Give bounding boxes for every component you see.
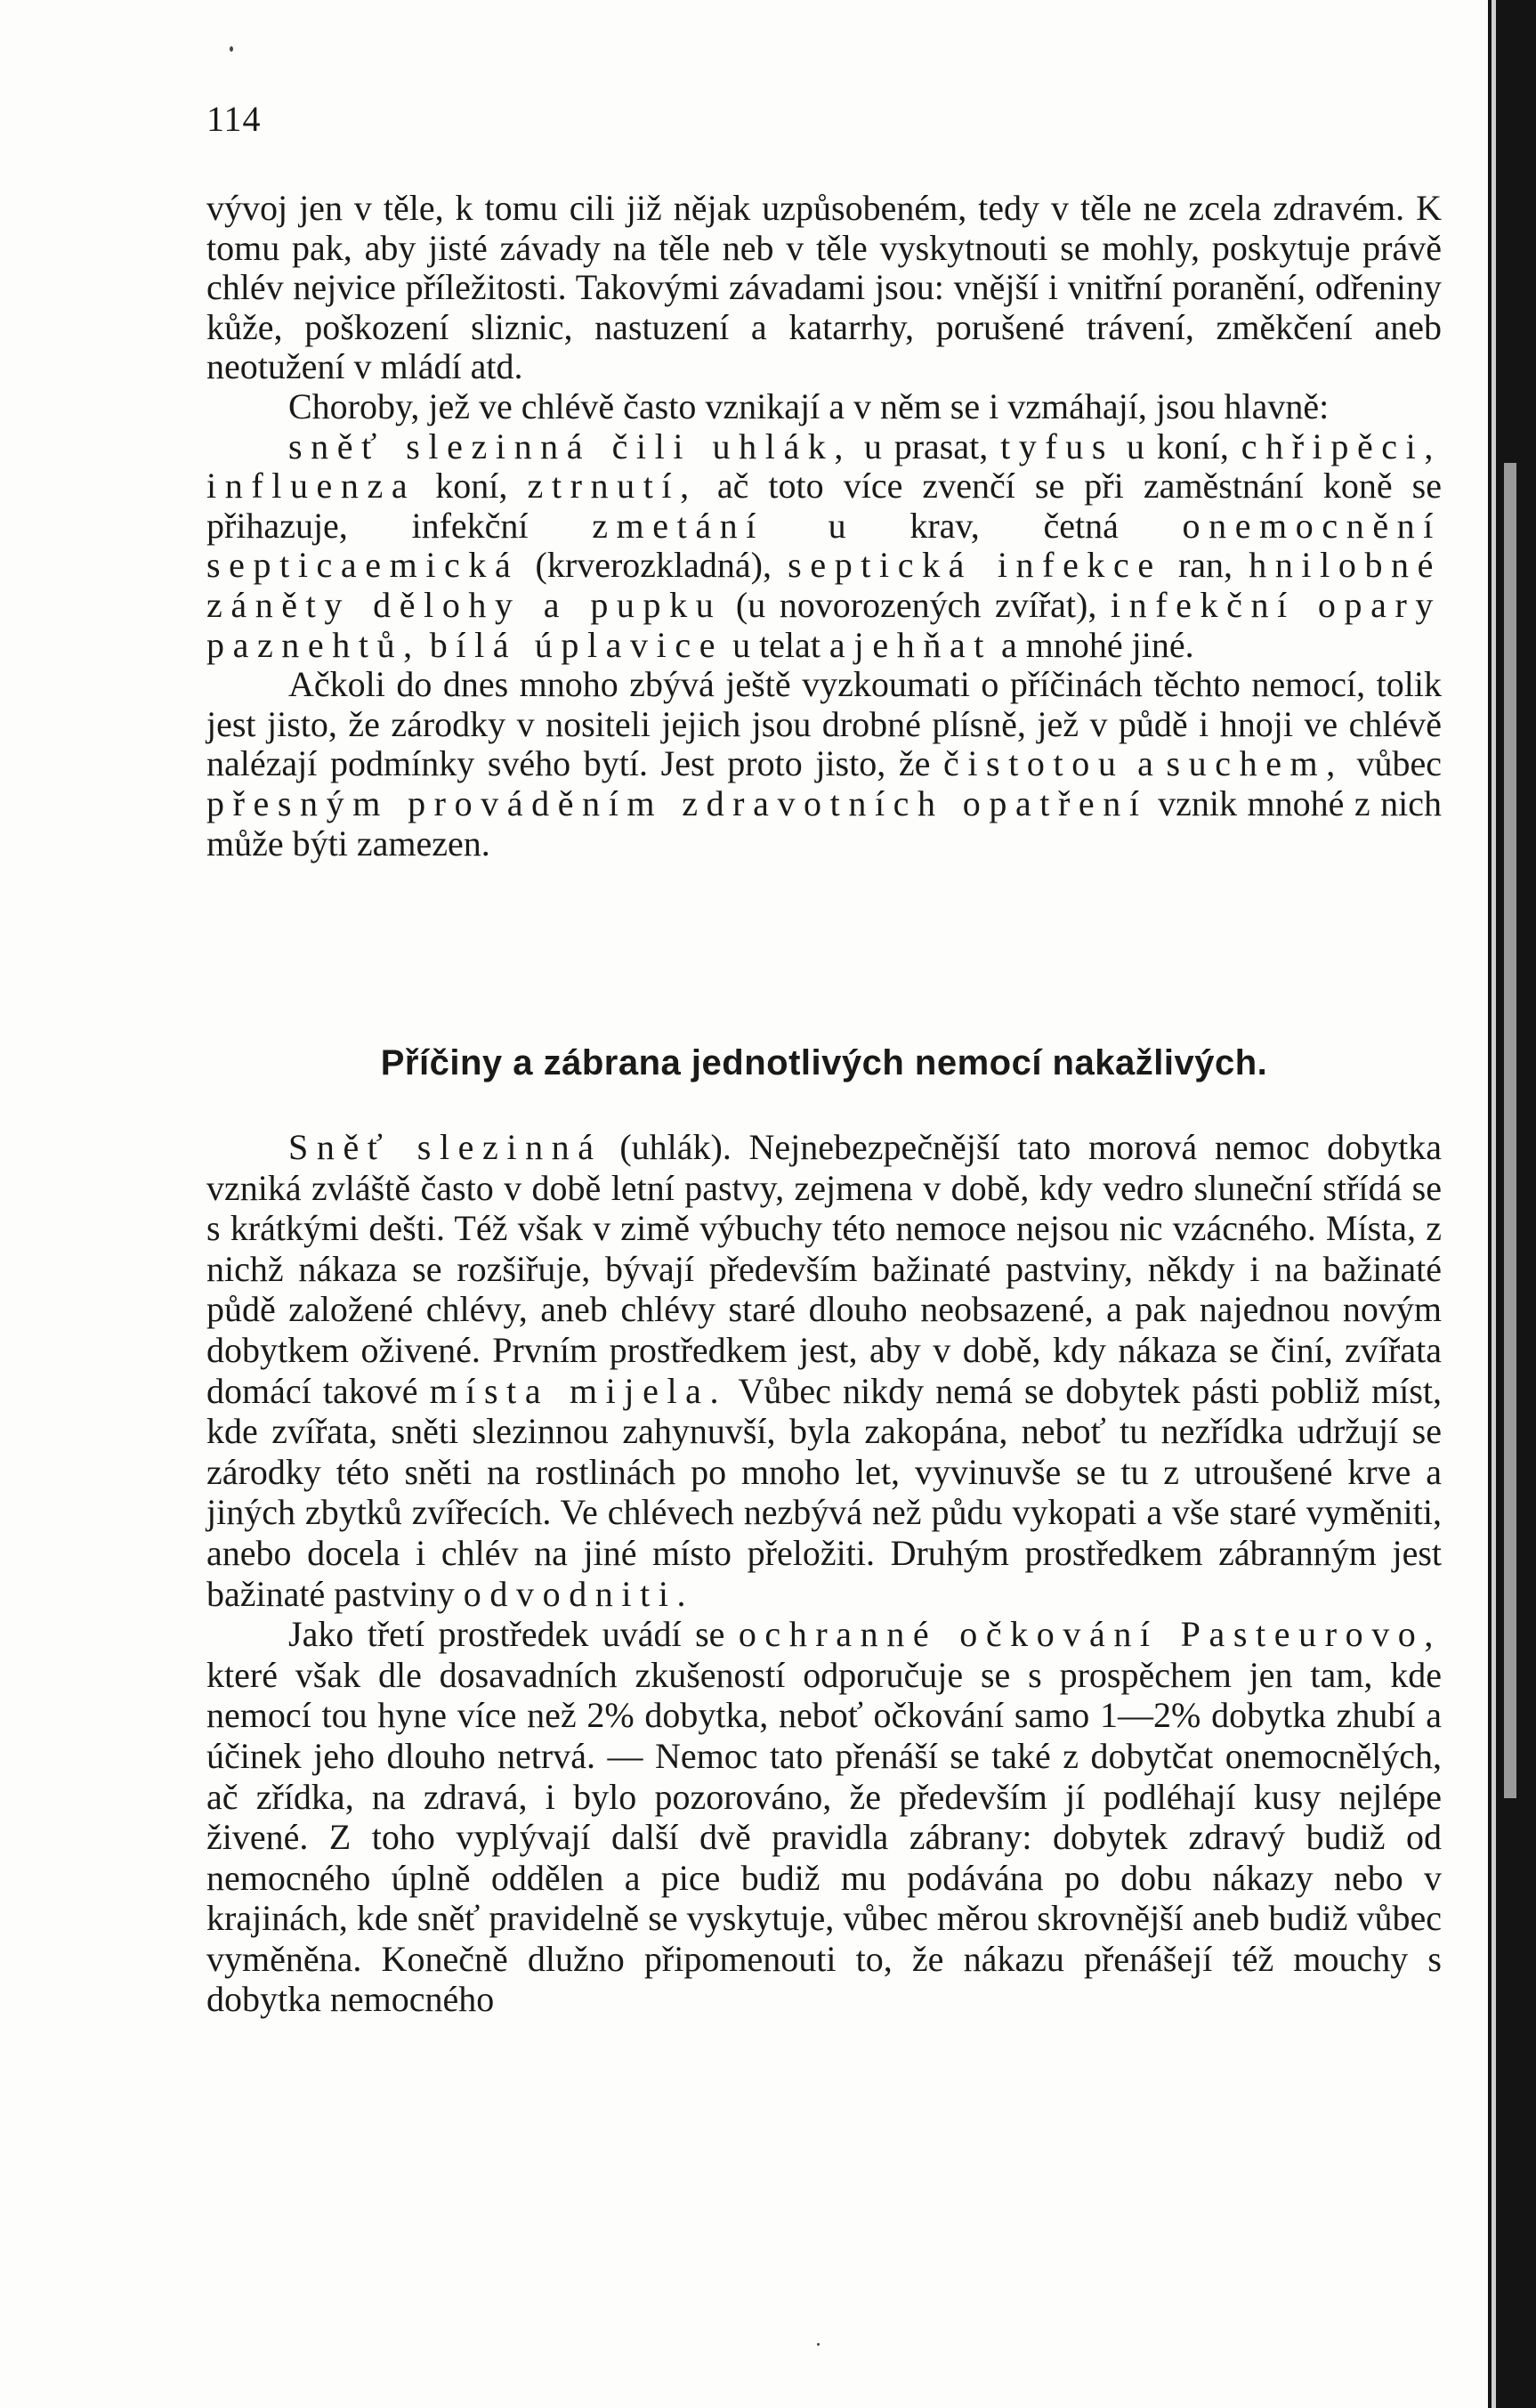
body-text: ran, [1161, 545, 1249, 586]
paragraph-5 [206, 1127, 1442, 1614]
disease-term: bílá úplavice [429, 624, 724, 665]
body-text: u telat a [724, 624, 854, 665]
body-text: a mnohé jiné. [992, 624, 1194, 665]
upper-text-block [206, 189, 1442, 863]
disease-term: Sněť slezinná [288, 1127, 602, 1167]
body-text: (uhlák). Nejnebezpečnější tato morová nemoc dobytka vzniká zvláště často v době letní pastvy, zejmena v době, kdy vedro sluneční střídá se s krátkými dešti. Též však v zimě výbuchy této nemoce nejsou nic vzácného. Místa, z nichž nákaza se rozšiřuje, bývají především bažinaté pastviny, někdy i na bažinaté půdě založené chlévy, aneb chlévy staré dlouho neobsazené, a pak najednou novým dobytkem oživené. Prvním prostředkem jest, aby v době, kdy nákaza se činí, zvířata domácí takové [206, 1127, 1442, 1411]
emphasized-term: místa mijela. [429, 1370, 728, 1411]
paragraph-2: Choroby, jež ve chlévě často vznikají a v něm se i vzmáhají, jsou hlavně: [288, 385, 1330, 426]
body-text: ač toto více zvenčí se při zaměstnání koně se přihazuje, infekční [206, 466, 1442, 546]
disease-term: sněť slezinná čili uhlák, [288, 426, 852, 466]
emphasized-term: odvodniti. [463, 1573, 695, 1614]
paper-speck [230, 46, 233, 52]
body-text: Vůbec nikdy nemá se dobytek pásti pobliž míst, kde zvířata, sněti slezinnou zahynuvší, byla zakopána, neboť tu nezřídka udržují se zárodky této sněti na rostlinách po mnoho let, vyvinuvše se tu z utroušené krve a jiných zbytků zvířecích. Ve chlévech nezbývá než půdu vykopati a vše staré vyměniti, anebo docela i chlév na jiné místo přeložiti. Druhým prostředkem zábranným jest bažinaté pastviny [206, 1370, 1443, 1614]
paragraph-4 [206, 665, 1442, 863]
disease-term: zmetání [592, 505, 764, 546]
section-heading: Příčiny a zábrana jednotlivých nemocí nakažlivých. [380, 1043, 1268, 1082]
emphasized-term: přesným prováděním zdravotních opatření [206, 782, 1148, 823]
edge-shadow [1504, 463, 1516, 1798]
page-edge-highlight [1492, 0, 1496, 2408]
emphasized-term: ochranné očkování Pasteurovo, [738, 1614, 1443, 1655]
body-text: u krav, četná [764, 505, 1183, 546]
body-text: u koní, [1114, 426, 1241, 466]
body-text: (u novorozených zvířat), [722, 584, 1111, 625]
body-text [421, 625, 430, 665]
page-number: 114 [206, 99, 262, 139]
paper-speck [817, 2343, 820, 2346]
disease-term: infekční opary paznehtů, [206, 584, 1443, 665]
body-text: u prasat, [852, 426, 1001, 466]
disease-term: ztrnutí, [527, 466, 698, 507]
disease-term: septická infekce [788, 545, 1162, 586]
lower-text-block [206, 1127, 1442, 2020]
paragraph-6 [206, 1614, 1442, 2020]
body-text: vůbec [1343, 743, 1442, 784]
body-text: a [1124, 743, 1167, 784]
disease-term: tyfus [1000, 426, 1115, 466]
body-text: Ačkoli do dnes mnoho zbývá ještě vyzkoumati o příčinách těchto nemocí, tolik jest jisto, že zárodky v nositeli jejich jsou drobné plísně, jež v půdě i hnoji ve chlévě nalézají podmínky svého bytí. Jest proto jisto, že [206, 664, 1442, 784]
disease-term: chřipěci, influenza [206, 426, 1442, 507]
body-text: Jako třetí prostředek uvádí se [288, 1614, 739, 1655]
disease-term: onemocnění septicaemická [206, 505, 1442, 586]
body-text: (krverozkladná), [519, 545, 788, 586]
emphasized-term: čistotou [942, 743, 1125, 784]
paragraph-3 [206, 427, 1442, 666]
paragraph-1: vývoj jen v těle, k tomu cili již nějak uzpůsobeném, tedy v těle ne zcela zdravém. K tomu pak, aby jisté závady na těle neb v těle vyskytnouti se mohly, poskytuje právě chlév nejvice příležitosti. Takovými závadami jsou: vnější i vnitřní poranění, odřeniny kůže, poškození sliznic, nastuzení a katarrhy, porušené trávení, změkčení aneb neotužení v mládí atd. [206, 188, 1442, 387]
disease-term: hnilobné záněty dělohy a pupku [206, 545, 1442, 625]
body-text: koní, [416, 466, 528, 507]
disease-term: jehňat [853, 624, 993, 665]
body-text: které však dle dosavadních zkušeností odporučuje se s prospěchem jen tam, kde nemocí tou hyne více než 2% dobytka, neboť očkování samo 1—2% dobytka zhubí a účinek jeho dlouho netrvá. — Nemoc tato přenáší se také z dobytčat onemocnělých, ač zřídka, na zdravá, i bylo pozorováno, že především jí podléhají kusy nejlépe živené. Z toho vyplývají další dvě pravidla zábrany: dobytek zdravý budiž od nemocného úplně oddělen a pice budiž mu podávána po dobu nákazy nebo v krajinách, kde sněť pravidelně se vyskytuje, vůbec měrou skrovnější aneb budiž vůbec vyměněna. Konečně dlužno připomenouti to, že nákazu přenášejí též mouchy s dobytka nemocného [206, 1654, 1442, 2020]
emphasized-term: suchem, [1166, 743, 1344, 784]
body-text: vznik mnohé z nich může býti zamezen. [206, 782, 1443, 863]
